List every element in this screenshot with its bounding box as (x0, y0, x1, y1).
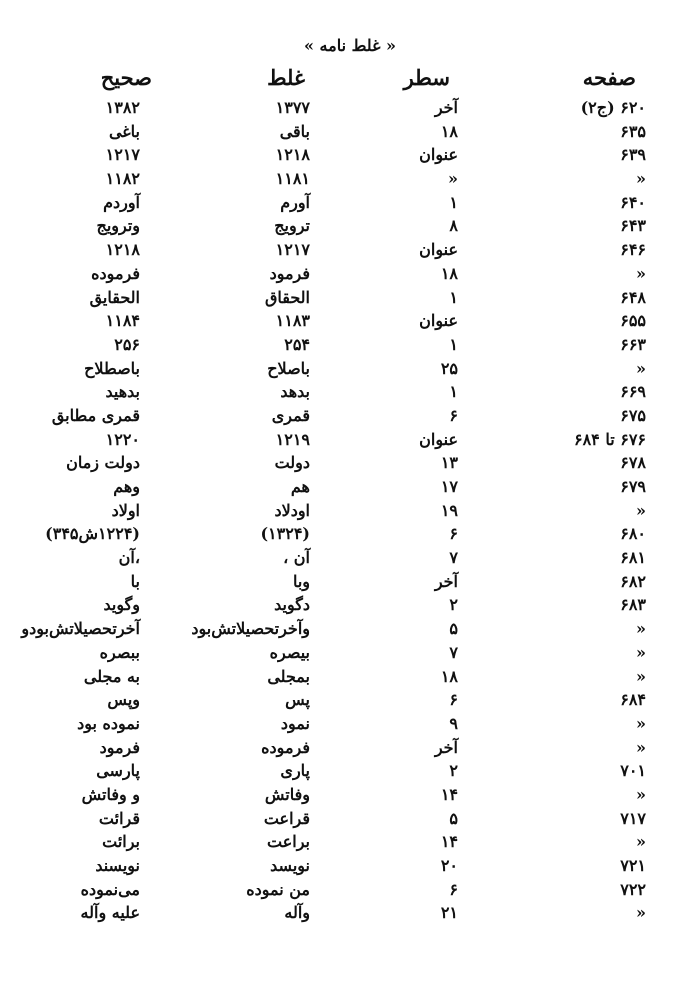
row-page-cell: ۶۷۹ (620, 477, 646, 496)
table-row (0, 641, 700, 665)
table-row (0, 783, 700, 807)
row-wrong-cell: اودلاد (274, 500, 310, 520)
header-line: سطر (403, 65, 450, 90)
row-page-cell: ۷۱۷ (620, 808, 646, 828)
row-wrong-cell: ۱۳۷۷ (275, 98, 310, 117)
table-row (0, 617, 700, 641)
row-line-cell: ۱ (449, 334, 458, 354)
row-page-cell: ۶۷۵ (620, 405, 646, 425)
row-wrong-cell: نمود (280, 713, 310, 733)
row-correct-cell: پارسی (96, 761, 140, 781)
row-line-cell: ۱۸ (440, 121, 458, 141)
table-row (0, 380, 700, 404)
row-wrong-cell: فرموده (261, 737, 310, 757)
row-page-cell: ۶۸۲ (620, 571, 646, 591)
row-wrong-cell: ۱۱۸۳ (275, 311, 310, 331)
row-correct-cell: با (130, 571, 140, 591)
row-correct-cell: نویسند (95, 856, 140, 875)
row-line-cell: ۲۱ (440, 903, 458, 923)
row-page-cell: « (636, 832, 646, 852)
row-correct-cell: الحقایق (89, 287, 140, 307)
row-line-cell: ۱۳ (440, 453, 458, 473)
table-row (0, 878, 700, 902)
row-line-cell: آخر (434, 98, 458, 117)
row-wrong-cell: بمجلی (267, 666, 310, 686)
row-wrong-cell: پاری (280, 761, 310, 781)
row-line-cell: ۲۵ (440, 358, 458, 378)
row-wrong-cell: قمری (271, 405, 310, 425)
row-page-cell: « (636, 666, 646, 686)
table-row (0, 286, 700, 310)
row-line-cell: آخر (434, 571, 458, 591)
table-row (0, 96, 700, 120)
row-line-cell: ۱ (449, 382, 458, 402)
row-wrong-cell: دولت (274, 453, 310, 473)
row-correct-cell: وگوید (103, 595, 140, 615)
row-correct-cell: برائت (102, 832, 140, 852)
row-line-cell: ۷ (449, 548, 458, 568)
row-wrong-cell: قراعت (263, 808, 310, 828)
row-page-cell: ۶۲۰ (ج۲) (580, 98, 646, 117)
table-row (0, 522, 700, 546)
row-correct-cell: فرمود (99, 737, 140, 757)
row-correct-cell: علیه وآله (80, 903, 140, 923)
row-wrong-cell: نویسد (270, 856, 310, 875)
row-page-cell: ۶۴۰ (620, 192, 646, 212)
row-page-cell: « (636, 642, 646, 662)
row-page-cell: ۷۰۱ (620, 761, 646, 781)
row-line-cell: عنوان (419, 240, 458, 260)
table-row (0, 167, 700, 191)
row-wrong-cell: وفاتش (264, 784, 310, 804)
row-correct-cell: آوردم (103, 192, 140, 212)
row-line-cell: « (448, 169, 458, 189)
row-wrong-cell: ۱۲۱۷ (275, 240, 310, 260)
row-page-cell: « (636, 619, 646, 639)
table-row (0, 309, 700, 333)
row-line-cell: ۱ (449, 287, 458, 307)
table-row (0, 712, 700, 736)
row-line-cell: ۶ (449, 405, 458, 425)
row-page-cell: ۶۷۶ تا ۶۸۴ (573, 429, 646, 449)
row-line-cell: ۵ (449, 808, 458, 828)
table-row (0, 404, 700, 428)
table-row (0, 451, 700, 475)
table-row (0, 120, 700, 144)
row-line-cell: ۹ (449, 713, 458, 733)
header-correct: صحیح (100, 65, 152, 90)
row-line-cell: ۱۹ (440, 500, 458, 520)
table-row (0, 262, 700, 286)
row-line-cell: عنوان (419, 145, 458, 165)
row-wrong-cell: بیصره (269, 642, 310, 662)
row-line-cell: ۲۰ (440, 856, 458, 875)
row-correct-cell: ،آن (118, 548, 140, 568)
row-correct-cell: قمری مطابق (51, 405, 140, 425)
row-page-cell: ۷۲۲ (620, 879, 646, 899)
row-correct-cell: آخرتحصیلاتش‌بودو (21, 619, 140, 639)
table-row (0, 475, 700, 499)
row-wrong-cell: الحقاق (264, 287, 310, 307)
row-page-cell: « (636, 358, 646, 378)
row-correct-cell: ۱۱۸۴ (105, 311, 140, 331)
row-page-cell: « (636, 784, 646, 804)
row-line-cell: ۲ (449, 595, 458, 615)
table-row (0, 143, 700, 167)
row-correct-cell: وترویج (96, 216, 140, 236)
row-wrong-cell: وآله (284, 903, 310, 923)
row-line-cell: ۱۷ (440, 477, 458, 496)
row-page-cell: ۶۸۱ (620, 548, 646, 568)
row-line-cell: ۶ (449, 690, 458, 710)
row-page-cell: ۶۵۵ (620, 311, 646, 331)
table-row (0, 499, 700, 523)
row-wrong-cell: براعت (267, 832, 310, 852)
row-correct-cell: نموده بود (77, 713, 140, 733)
row-correct-cell: باصطلاح (84, 358, 140, 378)
row-correct-cell: وپس (107, 690, 140, 710)
row-line-cell: ۱۴ (440, 784, 458, 804)
row-line-cell: آخر (434, 737, 458, 757)
row-correct-cell: و وفاتش (81, 784, 140, 804)
table-row (0, 665, 700, 689)
row-wrong-cell: فرمود (269, 263, 310, 283)
row-wrong-cell: ترویج (274, 216, 310, 236)
row-page-cell: ۶۸۰ (620, 524, 646, 544)
row-page-cell: ۶۶۳ (620, 334, 646, 354)
errata-table-body (0, 96, 700, 925)
row-correct-cell: ۲۵۶ (114, 334, 140, 354)
table-row (0, 191, 700, 215)
row-correct-cell: ۱۲۱۷ (105, 145, 140, 165)
table-row (0, 546, 700, 570)
header-wrong: غلط (267, 65, 305, 90)
row-correct-cell: ۱۲۲۰ (105, 429, 140, 449)
row-wrong-cell: ۱۲۱۸ (275, 145, 310, 165)
row-line-cell: عنوان (419, 429, 458, 449)
row-wrong-cell: ۱۲۱۹ (275, 429, 310, 449)
row-correct-cell: ۱۱۸۲ (105, 169, 140, 189)
row-wrong-cell: هم (290, 477, 310, 496)
row-page-cell: ۷۲۱ (620, 856, 646, 875)
row-correct-cell: اولاد (111, 500, 140, 520)
row-page-cell: ۶۳۹ (620, 145, 646, 165)
row-page-cell: « (636, 169, 646, 189)
row-wrong-cell: من نموده (246, 879, 310, 899)
table-row (0, 238, 700, 262)
row-correct-cell: وهم (113, 477, 140, 496)
row-page-cell: ۶۴۳ (620, 216, 646, 236)
row-wrong-cell: باصلاح (267, 358, 310, 378)
row-page-cell: ۶۸۴ (620, 690, 646, 710)
row-wrong-cell: آن ، (283, 548, 310, 568)
table-row (0, 901, 700, 925)
row-correct-cell: ببصره (99, 642, 140, 662)
row-correct-cell: به مجلی (83, 666, 140, 686)
row-correct-cell: بدهید (105, 382, 140, 402)
row-correct-cell: ۱۲۱۸ (105, 240, 140, 260)
row-line-cell: عنوان (419, 311, 458, 331)
row-correct-cell: (۱۲۲۴ش۳۴۵) (45, 524, 140, 544)
table-row (0, 688, 700, 712)
row-line-cell: ۱۴ (440, 832, 458, 852)
row-wrong-cell: دگوید (274, 595, 310, 615)
row-correct-cell: قرائت (98, 808, 140, 828)
table-row (0, 736, 700, 760)
row-page-cell: ۶۷۸ (620, 453, 646, 473)
row-line-cell: ۵ (449, 619, 458, 639)
row-wrong-cell: آورم (280, 192, 310, 212)
row-page-cell: « (636, 737, 646, 757)
row-page-cell: ۶۴۸ (620, 287, 646, 307)
table-row (0, 830, 700, 854)
table-row (0, 357, 700, 381)
row-wrong-cell: (۱۳۲۴) (260, 524, 310, 544)
row-wrong-cell: پس (285, 690, 310, 710)
row-correct-cell: می‌نموده (80, 879, 140, 899)
row-wrong-cell: بدهد (280, 382, 310, 402)
table-row (0, 854, 700, 878)
row-wrong-cell: ۲۵۴ (284, 334, 310, 354)
row-wrong-cell: وآخرتحصیلاتش‌بود (191, 619, 310, 639)
row-line-cell: ۱۸ (440, 666, 458, 686)
table-header (0, 64, 700, 92)
row-line-cell: ۸ (449, 216, 458, 236)
header-page: صفحه (582, 65, 636, 90)
row-correct-cell: دولت زمان (66, 453, 140, 473)
row-page-cell: « (636, 903, 646, 923)
table-row (0, 593, 700, 617)
row-page-cell: ۶۳۵ (620, 121, 646, 141)
row-correct-cell: باغی (108, 121, 140, 141)
row-line-cell: ۶ (449, 879, 458, 899)
row-correct-cell: فرموده (91, 263, 140, 283)
row-wrong-cell: وبا (292, 571, 310, 591)
row-wrong-cell: باقی (279, 121, 310, 141)
table-row (0, 428, 700, 452)
table-row (0, 214, 700, 238)
row-line-cell: ۱۸ (440, 263, 458, 283)
row-line-cell: ۱ (449, 192, 458, 212)
table-row (0, 759, 700, 783)
row-page-cell: « (636, 713, 646, 733)
table-row (0, 570, 700, 594)
row-line-cell: ۲ (449, 761, 458, 781)
row-line-cell: ۶ (449, 524, 458, 544)
row-page-cell: « (636, 500, 646, 520)
row-page-cell: ۶۴۶ (620, 240, 646, 260)
row-page-cell: ۶۶۹ (620, 382, 646, 402)
row-wrong-cell: ۱۱۸۱ (275, 169, 310, 189)
table-row (0, 807, 700, 831)
table-row (0, 333, 700, 357)
row-correct-cell: ۱۳۸۲ (105, 98, 140, 117)
row-page-cell: ۶۸۳ (620, 595, 646, 615)
page-title: « غلط نامه » (303, 36, 397, 55)
row-page-cell: « (636, 263, 646, 283)
row-line-cell: ۷ (449, 642, 458, 662)
